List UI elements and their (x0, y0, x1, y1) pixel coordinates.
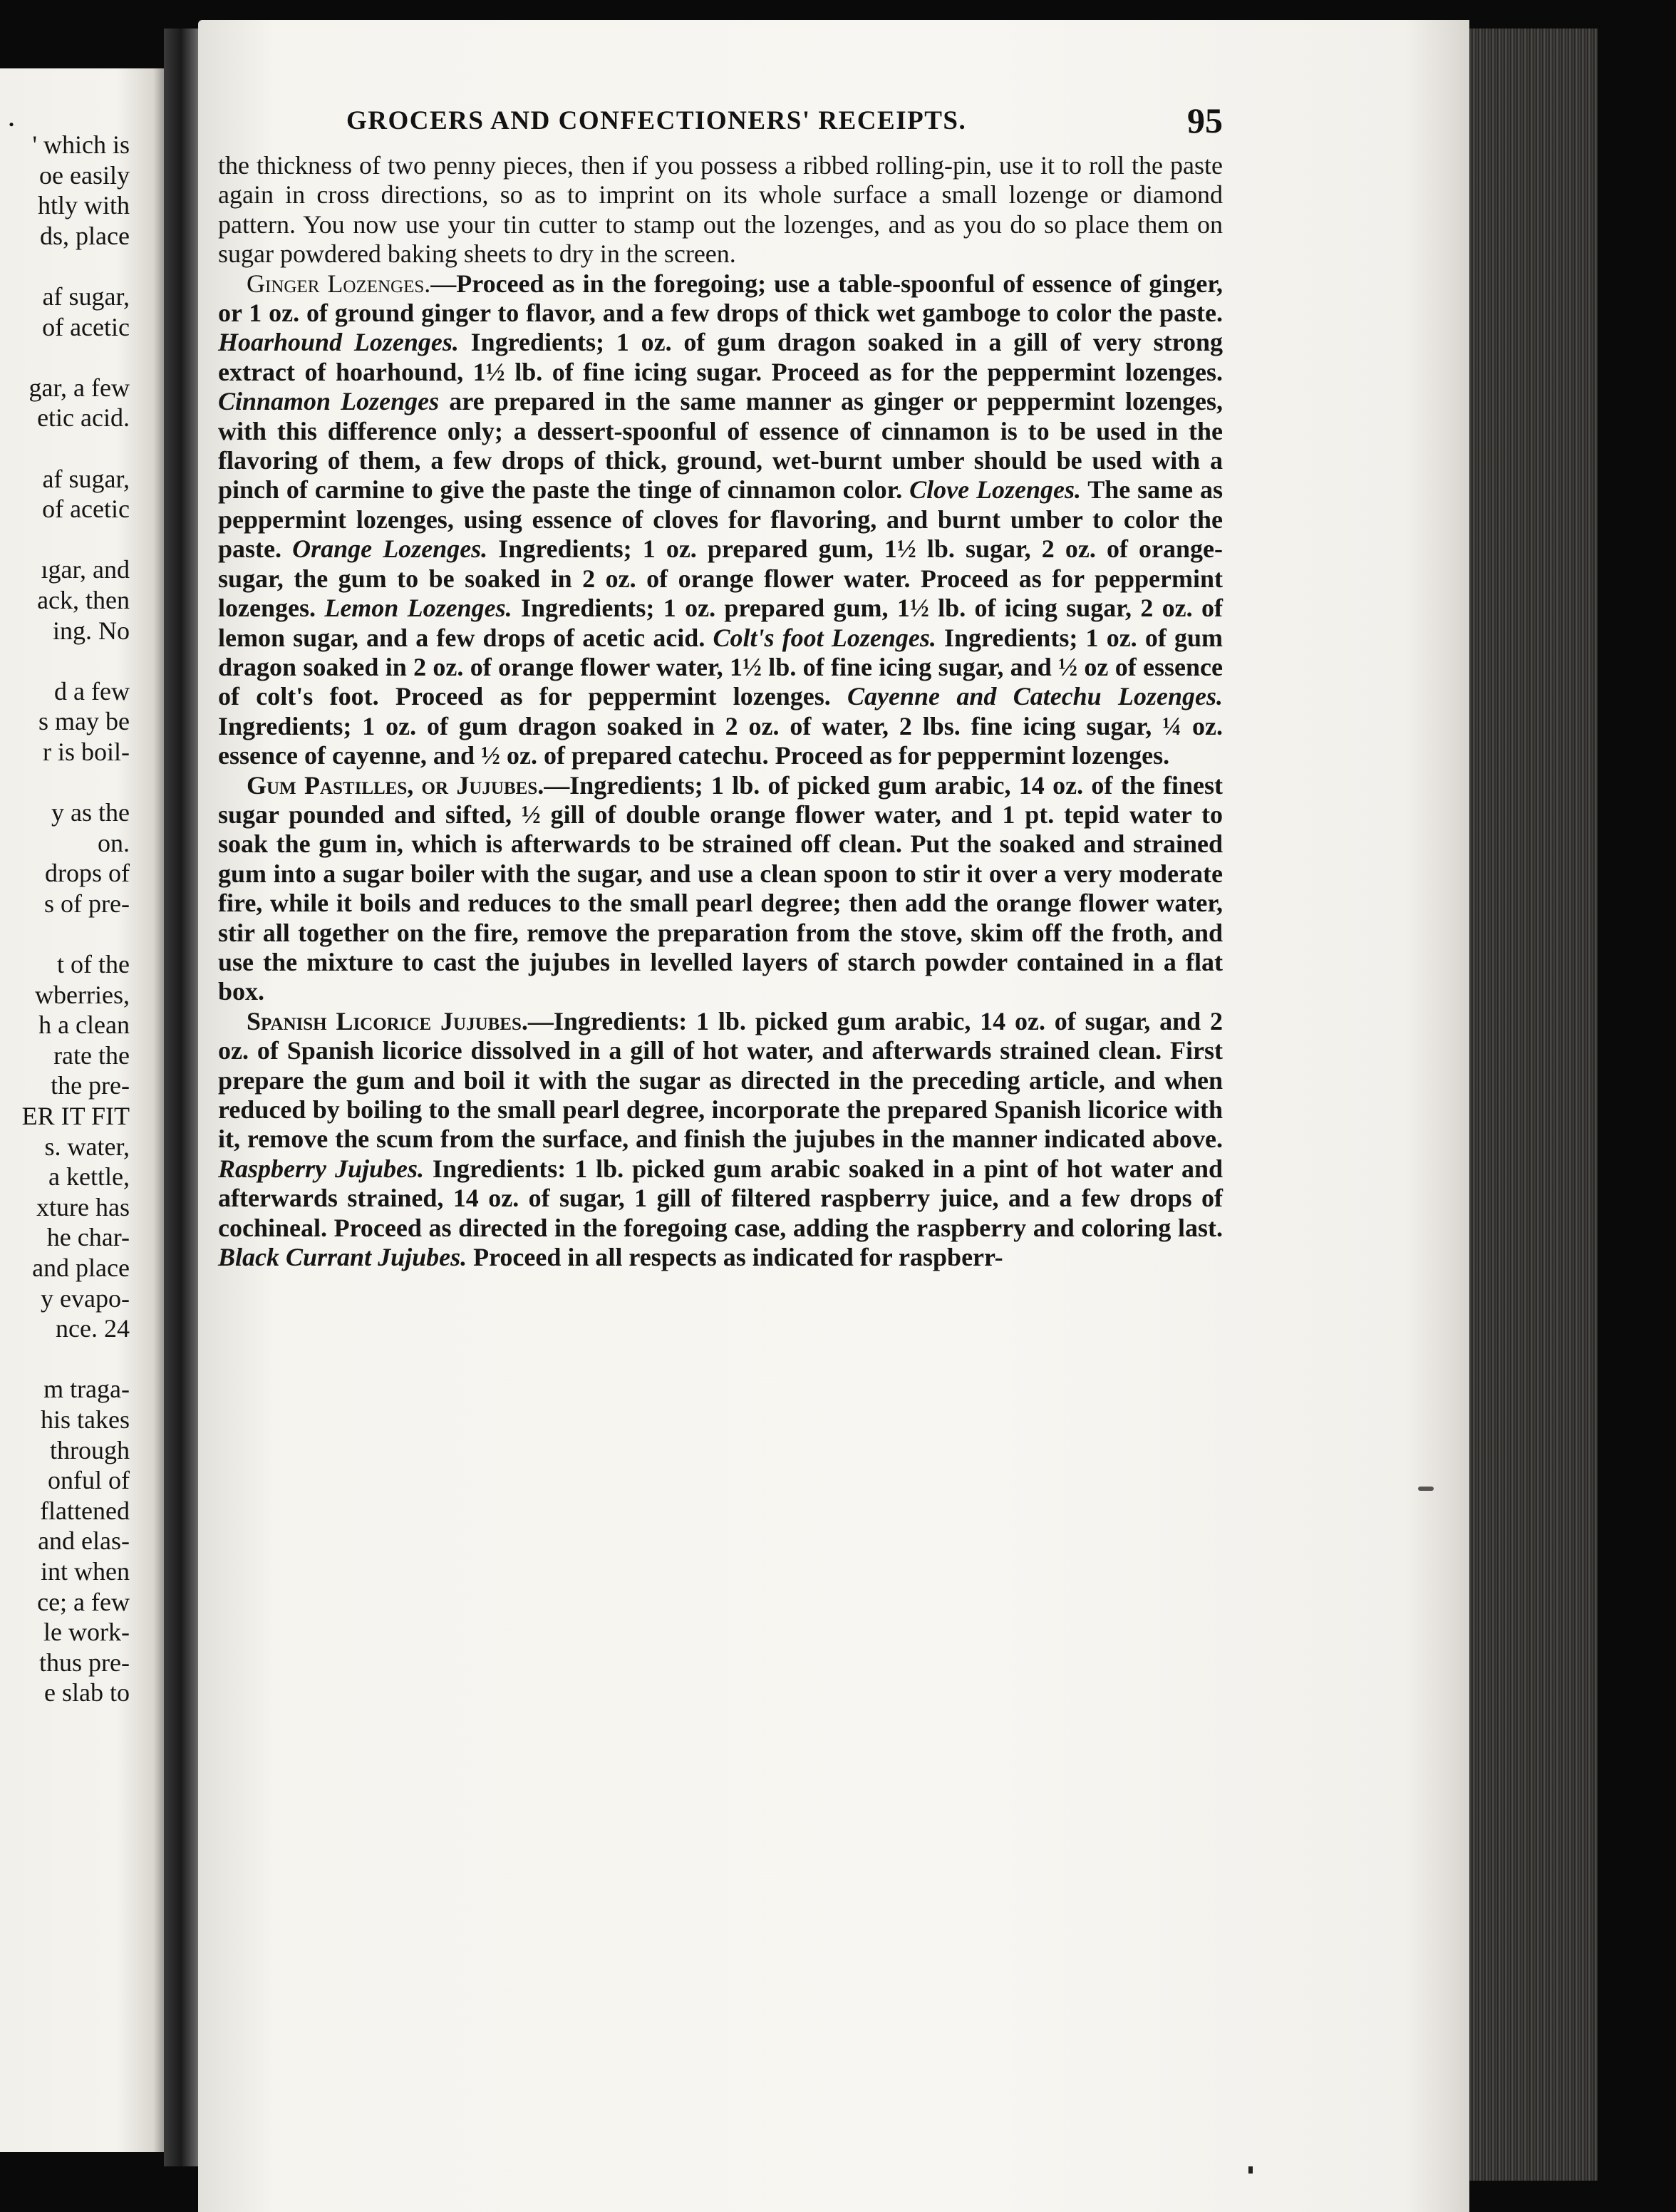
heading-clove-lozenges: Clove Lozenges. (909, 475, 1081, 505)
page-content (218, 100, 1224, 1272)
heading-ginger-lozenges: Ginger Lozenges. (247, 269, 431, 298)
left-page-line: etic acid. (37, 403, 130, 433)
text-black-currant-jujubes: Proceed in all respects as indicated for raspberr- (467, 1243, 1003, 1272)
left-page-line: thus pre- (39, 1648, 130, 1677)
heading-gum-pastilles: Gum Pastilles, or Jujubes. (247, 770, 544, 800)
left-page-line: h a clean (38, 1011, 130, 1040)
left-page-line: ce; a few (37, 1587, 130, 1616)
left-page-line: s. water, (44, 1132, 130, 1161)
text-cinnamon-lozenges: are prepared in the same manner as ginger or peppermint lozenges, with this difference only; a dessert-spoonful of essence of cinnamon is to be used in the flavoring of them, a few drops of thick, ground, wet-burnt umber should be used with a pinch of carmine to give the paste the tinge of cinnamon color. (218, 387, 1223, 505)
left-page-line: flattened (40, 1496, 130, 1525)
left-page-line: ' which is (32, 130, 130, 159)
left-page-line: ack, then (37, 585, 130, 614)
left-page-line: through (50, 1435, 130, 1464)
left-page-line: of acetic (42, 312, 130, 341)
text-cayenne-catechu-lozenges: Ingredients; 1 oz. of gum dragon soaked in 2 oz. of water, 2 lbs. fine icing sugar, ¼ oz. essence of cayenne, and ½ oz. of prepared catechu. Proceed as for peppermint lozenges. (218, 711, 1223, 770)
page-number: 95 (1187, 100, 1223, 140)
bottom-mark (1248, 2166, 1253, 2174)
heading-hoarhound-lozenges: Hoarhound Lozenges. (218, 328, 459, 357)
left-page-text-column (22, 130, 130, 1708)
paragraph-gum-pastilles (218, 771, 1223, 1007)
left-page-line: nce. 24 (56, 1314, 130, 1343)
text-gum-pastilles: —Ingredients; 1 lb. of picked gum arabic, 14 oz. of the finest sugar pounded and sifted, ½ gill of double orange flower water, and 1 pt. tepid water to soak the gum in, which is afterwards to be strained off clean. Put the soaked and strained gum into a sugar boiler with the sugar, and use a clean spoon to stir it over a very moderate fire, while it boils and reduces to the small pearl degree; then add the orange flower water, stir all together on the fire, remove the preparation from the stove, skim off the froth, and use the mixture to cast the jujubes in levelled layers of starch powder contained in a flat box. (218, 770, 1223, 1006)
left-page-line: wberries, (35, 980, 130, 1009)
text-hoarhound-lozenges: Ingredients; 1 oz. of gum dragon soaked in a gill of very strong extract of hoarhound, 1½ lb. of fine icing sugar. Proceed as for the peppermint lozenges. (218, 328, 1223, 386)
left-page-line: s of pre- (44, 889, 130, 918)
left-page-line: the pre- (51, 1071, 130, 1100)
left-page-line: e slab to (44, 1678, 130, 1707)
left-page-line: a kettle, (48, 1162, 130, 1192)
left-page-line: xture has (36, 1192, 130, 1221)
running-head (218, 100, 1223, 151)
left-page-line: drops of (45, 859, 130, 888)
left-page-line: ER IT FIT (21, 1102, 130, 1130)
body-text (218, 151, 1223, 1272)
heading-lemon-lozenges: Lemon Lozenges. (324, 594, 512, 623)
left-page-line: af sugar, (42, 464, 130, 493)
left-page-line: and place (32, 1253, 130, 1282)
left-page-line: his takes (41, 1405, 130, 1434)
paragraph-ginger-lozenges (218, 269, 1223, 771)
left-page-line: m traga- (43, 1375, 130, 1404)
left-page-line: and elas- (38, 1526, 130, 1556)
left-page-line: int when (41, 1556, 130, 1586)
left-page-line: of acetic (42, 495, 130, 524)
left-page-line: r is boil- (43, 737, 130, 766)
left-page-line: y evapo- (41, 1283, 130, 1313)
left-page-line: t of the (57, 950, 130, 979)
left-page-line (22, 767, 130, 797)
text-lemon-lozenges: Ingredients; 1 oz. prepared gum, 1½ lb. of icing sugar, 2 oz. of lemon sugar, and a few drops of acetic acid. (218, 594, 1224, 652)
heading-coltsfoot-lozenges: Colt's foot Lozenges. (713, 623, 936, 652)
left-page-line: oe easily (39, 160, 130, 190)
left-page-line (22, 342, 130, 373)
left-page-line: d a few (54, 676, 130, 706)
left-facing-page (0, 68, 167, 2152)
heading-orange-lozenges: Orange Lozenges. (292, 534, 488, 564)
paragraph-spanish-licorice-jujubes (218, 1007, 1223, 1273)
heading-raspberry-jujubes: Raspberry Jujubes. (218, 1154, 424, 1183)
left-page-line: ds, place (40, 221, 130, 250)
heading-cayenne-catechu-lozenges: Cayenne and Catechu Lozenges. (847, 682, 1224, 711)
text-raspberry-jujubes: Ingredients: 1 lb. picked gum arabic soaked in a pint of hot water and afterwards strained, 14 oz. of sugar, 1 gill of filtered raspberry juice, and a few drops of cochineal. Proceed as directed in the foregoing case, adding the raspberry and coloring last. (218, 1154, 1224, 1242)
left-page-line: gar, a few (29, 373, 130, 402)
left-page-line: s may be (38, 707, 130, 736)
text-ginger-lozenges: —Proceed as in the foregoing; use a table-spoonful of essence of ginger, or 1 oz. of ground ginger to flavor, and a few drops of thick wet gamboge to color the paste. (218, 269, 1224, 328)
heading-cinnamon-lozenges: Cinnamon Lozenges (218, 387, 440, 416)
left-page-line (22, 1344, 130, 1375)
left-page-line: ing. No (53, 616, 130, 645)
left-page-line: onful of (48, 1466, 130, 1495)
heading-spanish-licorice-jujubes: Spanish Licorice Jujubes. (247, 1006, 528, 1035)
left-page-line: on. (98, 828, 130, 857)
left-page-line: le work- (43, 1618, 130, 1647)
left-page-line (22, 919, 130, 949)
text-spanish-licorice-jujubes: —Ingredients: 1 lb. picked gum arabic, 14 oz. of sugar, and 2 oz. of Spanish licorice dissolved in a gill of hot water, and afterwards strained clean. First prepare the gum and boil it with the sugar as directed in the preceding article, and when reduced by boiling to the small pearl degree, incorporate the prepared Spanish licorice with it, remove the scum from the surface, and finish the jujubes in the manner indicated above. (218, 1006, 1223, 1154)
paragraph-continuation: the thickness of two penny pieces, then if you possess a ribbed rolling-pin, use it to roll the paste again in cross directions, so as to imprint on its whole surface a small lozenge or diamond pattern. You now use your tin cutter to stamp out the lozenges, and as you do so place them on sugar powdered baking sheets to dry in the screen. (218, 151, 1223, 269)
left-page-line (22, 646, 130, 676)
text-coltsfoot-lozenges: Ingredients; 1 oz. of gum dragon soaked in 2 oz. of orange flower water, 1½ lb. of fine icing sugar, and ½ oz of essence of colt's foot. Proceed as for peppermint lozenges. (218, 623, 1223, 711)
left-page-line: htly with (37, 191, 130, 220)
left-page-line (22, 251, 130, 281)
left-page-header-fragment: . (9, 105, 14, 131)
heading-black-currant-jujubes: Black Currant Jujubes. (218, 1243, 467, 1272)
left-page-line: rate the (53, 1040, 130, 1070)
page-edges (1469, 29, 1598, 2181)
left-page-line: af sugar, (42, 281, 130, 311)
left-page-line: ıgar, and (41, 555, 130, 584)
left-page-line (22, 433, 130, 464)
left-page-line: he char- (46, 1223, 130, 1252)
scan-speck (1418, 1487, 1434, 1491)
left-page-line (22, 524, 130, 555)
text-orange-lozenges: Ingredients; 1 oz. prepared gum, 1½ lb. sugar, 2 oz. of orange-sugar, the gum to be soaked in 2 oz. of orange flower water. Proceed as for peppermint lozenges. (218, 534, 1223, 623)
running-head-title: GROCERS AND CONFECTIONERS' RECEIPTS. (346, 106, 967, 135)
left-page-line: y as the (51, 798, 130, 827)
text-clove-lozenges: The same as peppermint lozenges, using essence of cloves for flavoring, and burnt umber to color the paste. (218, 475, 1223, 564)
